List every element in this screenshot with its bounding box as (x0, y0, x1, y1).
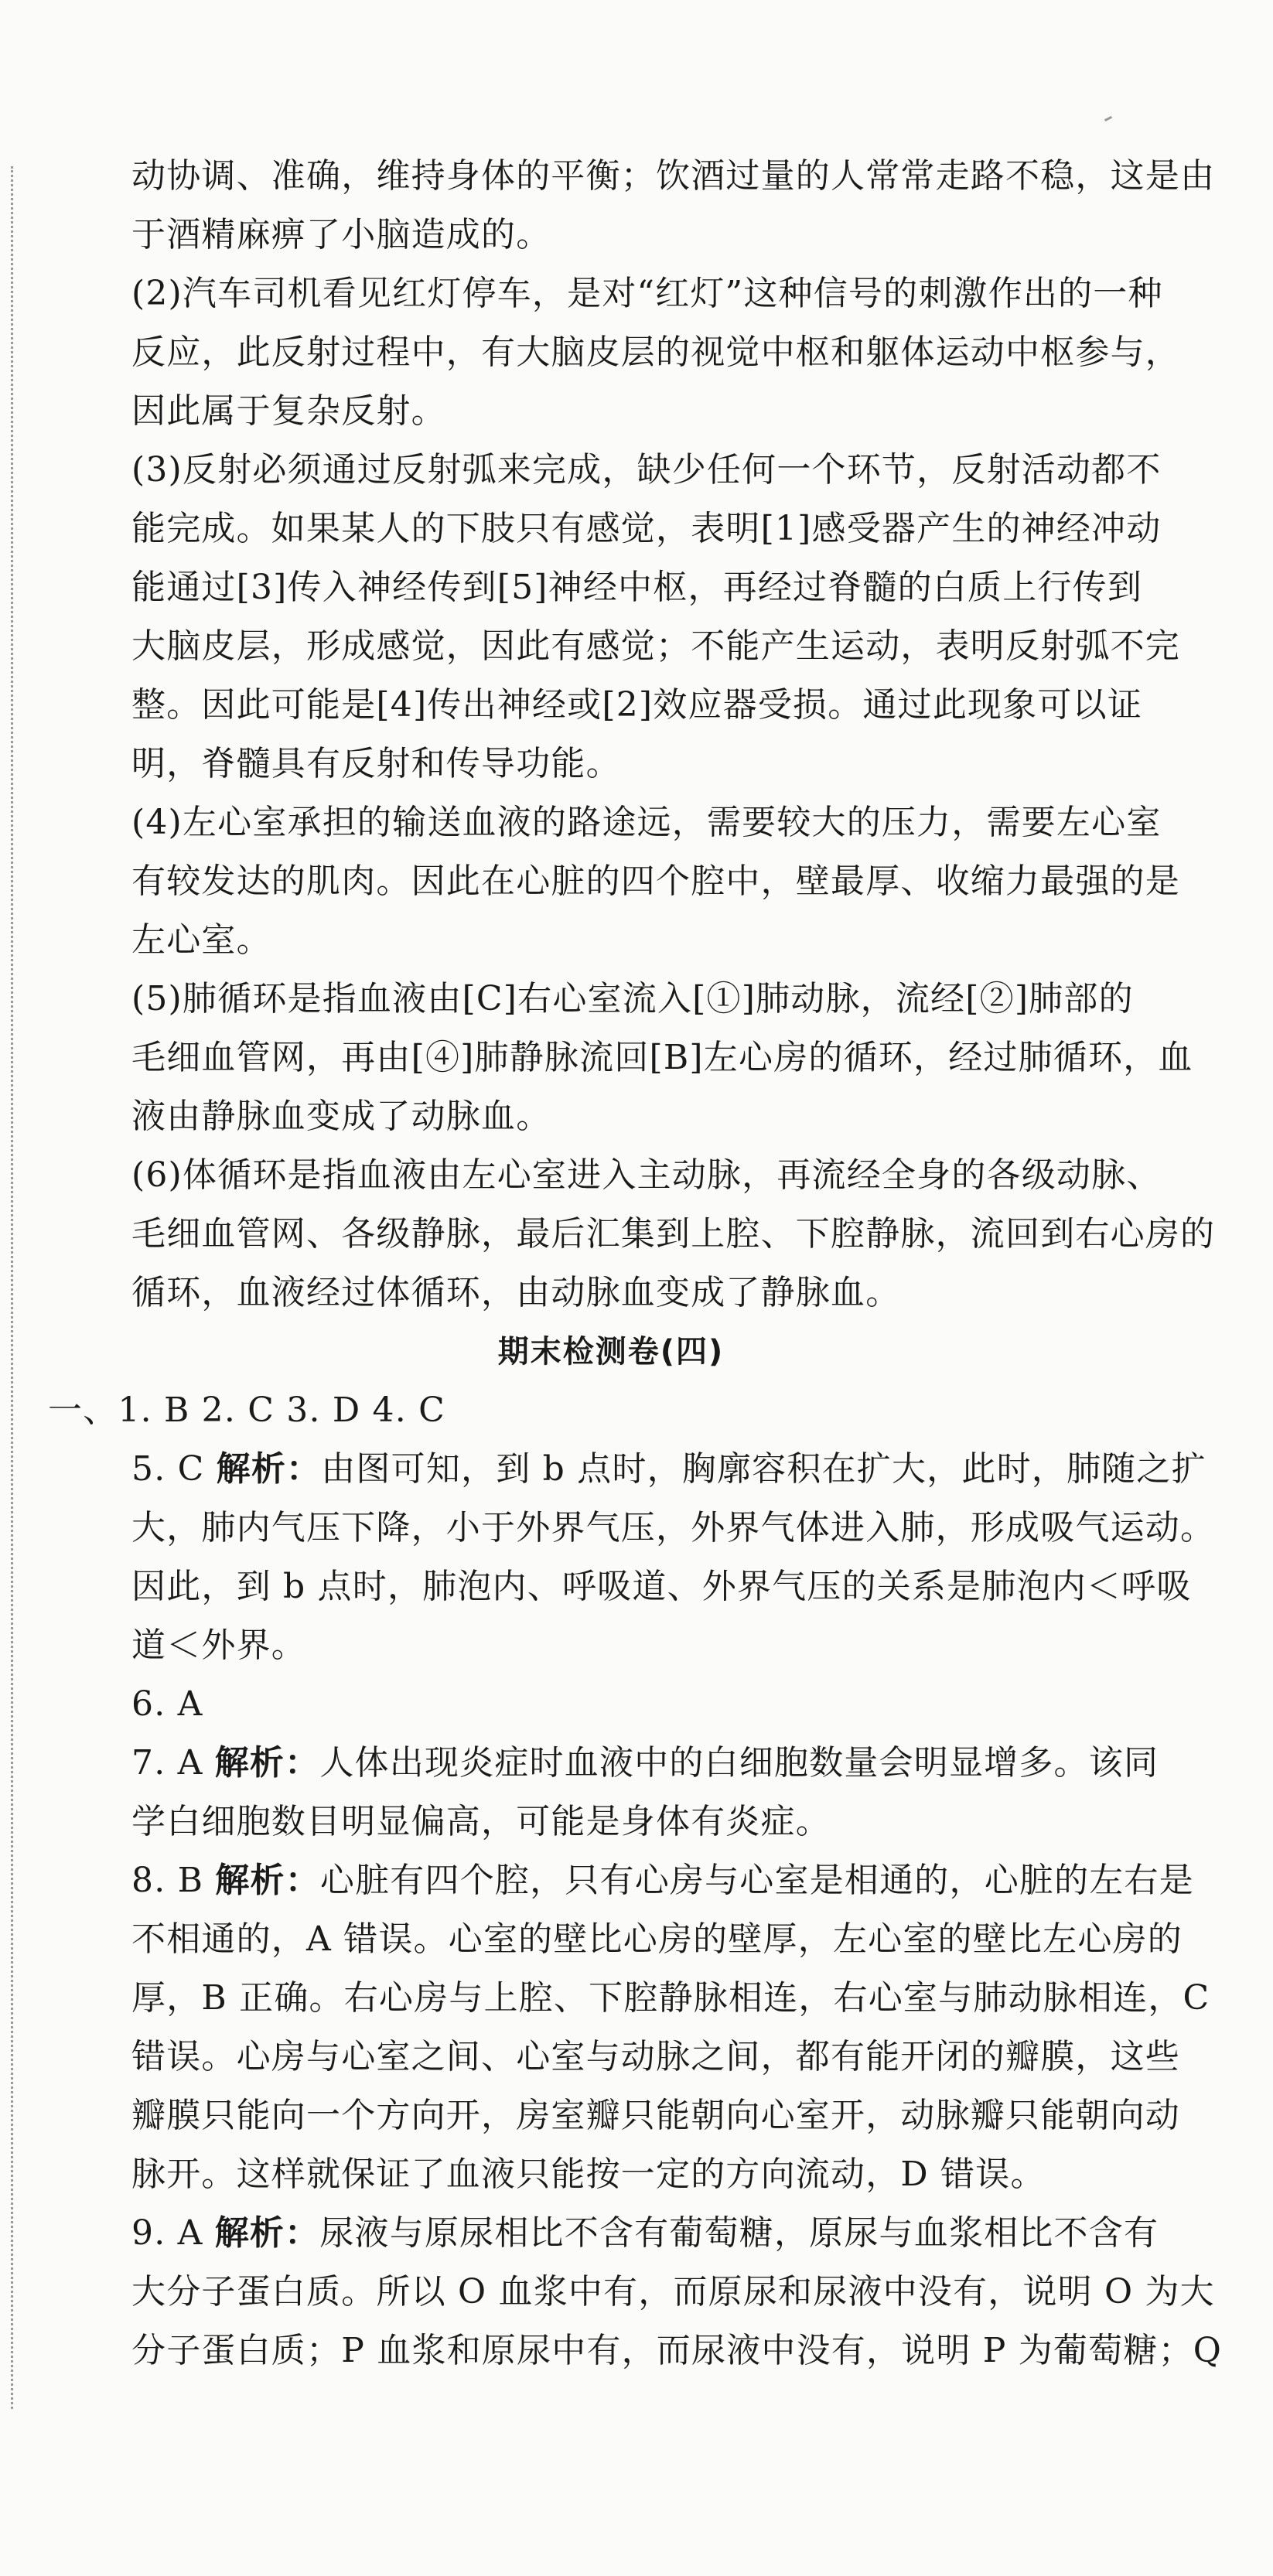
answers-line: 一、1. B 2. C 3. D 4. C (48, 1390, 445, 1430)
question-9 (131, 2204, 1159, 2263)
text-line: 整。因此可能是[4]传出神经或[2]效应器受损。通过此现象可以证 (131, 685, 1143, 725)
question-8 (131, 1851, 1194, 1910)
text-line: 瓣膜只能向一个方向开，房室瓣只能朝向心室开，动脉瓣只能朝向动 (131, 2096, 1180, 2135)
text-line: (2)汽车司机看见红灯停车，是对“红灯”这种信号的刺激作出的一种 (131, 274, 1163, 313)
analysis-label: 解析： (215, 1861, 320, 1900)
text-line: 能通过[3]传入神经传到[5]神经中枢，再经过脊髓的白质上行传到 (131, 568, 1143, 607)
text-line: 能完成。如果某人的下肢只有感觉，表明[1]感受器产生的神经冲动 (131, 509, 1162, 548)
analysis-label: 解析： (214, 1743, 320, 1783)
binding-margin-rule (11, 166, 13, 2409)
text-line: 毛细血管网、各级静脉，最后汇集到上腔、下腔静脉，流回到右心房的 (131, 1214, 1216, 1254)
analysis-text: 尿液与原尿相比不含有葡萄糖，原尿与血浆相比不含有 (319, 2213, 1159, 2253)
text-line: 于酒精麻痹了小脑造成的。 (131, 215, 551, 254)
analysis-label: 解析： (216, 1449, 322, 1489)
text-line: 学白细胞数目明显偏高，可能是身体有炎症。 (131, 1802, 831, 1841)
text-line: 液由静脉血变成了动脉血。 (131, 1097, 551, 1136)
page-mark (1104, 116, 1112, 121)
answer-text-body (48, 147, 1223, 2380)
text-line: 大脑皮层，形成感觉，因此有感觉；不能产生运动，表明反射弧不完 (131, 626, 1180, 666)
text-line: 分子蛋白质；P 血浆和原尿中有，而尿液中没有，说明 P 为葡萄糖；Q (131, 2331, 1223, 2370)
section-title: 期末检测卷(四) (497, 1334, 725, 1370)
text-line: 循环，血液经过体循环，由动脉血变成了静脉血。 (131, 1273, 901, 1312)
text-line: (5)肺循环是指血液由[C]右心室流入[①]肺动脉，流经[②]肺部的 (131, 979, 1134, 1018)
text-line: 厚，B 正确。右心房与上腔、下腔静脉相连，右心室与肺动脉相连，C (131, 1978, 1210, 2018)
analysis-text: 心脏有四个腔，只有心房与心室是相通的，心脏的左右是 (319, 1861, 1194, 1900)
text-line: 反应，此反射过程中，有大脑皮层的视觉中枢和躯体运动中枢参与， (131, 333, 1180, 372)
text-line: 动协调、准确，维持身体的平衡；饮酒过量的人常常走路不稳，这是由 (131, 156, 1216, 196)
text-line: 错误。心房与心室之间、心室与动脉之间，都有能开闭的瓣膜，这些 (131, 2037, 1180, 2076)
question-number: 9. A (131, 2213, 215, 2253)
question-number: 8. B (131, 1861, 216, 1900)
question-5 (131, 1440, 1206, 1499)
text-line: 大分子蛋白质。所以 O 血浆中有，而原尿和尿液中没有，说明 O 为大 (131, 2272, 1215, 2312)
text-line: 明，脊髓具有反射和传导功能。 (131, 744, 621, 783)
text-line: 道＜外界。 (131, 1626, 306, 1665)
text-line: 因此属于复杂反射。 (131, 391, 446, 431)
text-line: (3)反射必须通过反射弧来完成，缺少任何一个环节，反射活动都不 (131, 450, 1162, 490)
question-number: 7. A (131, 1743, 215, 1783)
text-line: 大，肺内气压下降，小于外界气压，外界气体进入肺，形成吸气运动。 (131, 1508, 1216, 1547)
question-7 (131, 1734, 1159, 1793)
text-line: (6)体循环是指血液由左心室进入主动脉，再流经全身的各级动脉、 (131, 1155, 1162, 1195)
analysis-label: 解析： (214, 2213, 320, 2253)
text-line: 有较发达的肌肉。因此在心脏的四个腔中，壁最厚、收缩力最强的是 (131, 862, 1180, 901)
text-line: 因此，到 b 点时，肺泡内、呼吸道、外界气压的关系是肺泡内＜呼吸 (131, 1567, 1192, 1606)
question-6: 6. A (131, 1684, 203, 1724)
text-line: 毛细血管网，再由[④]肺静脉流回[B]左心房的循环，经过肺循环，血 (131, 1038, 1193, 1077)
text-line: 不相通的，A 错误。心室的壁比心房的壁厚，左心室的壁比左心房的 (131, 1919, 1183, 1959)
text-line: 左心室。 (131, 920, 271, 960)
text-line: 脉开。这样就保证了血液只能按一定的方向流动，D 错误。 (131, 2155, 1046, 2194)
text-line: (4)左心室承担的输送血液的路途远，需要较大的压力，需要左心室 (131, 803, 1162, 842)
question-number: 5. C (131, 1449, 217, 1489)
analysis-text: 由图可知，到 b 点时，胸廓容积在扩大，此时，肺随之扩 (321, 1449, 1206, 1489)
analysis-text: 人体出现炎症时血液中的白细胞数量会明显增多。该同 (319, 1743, 1159, 1783)
